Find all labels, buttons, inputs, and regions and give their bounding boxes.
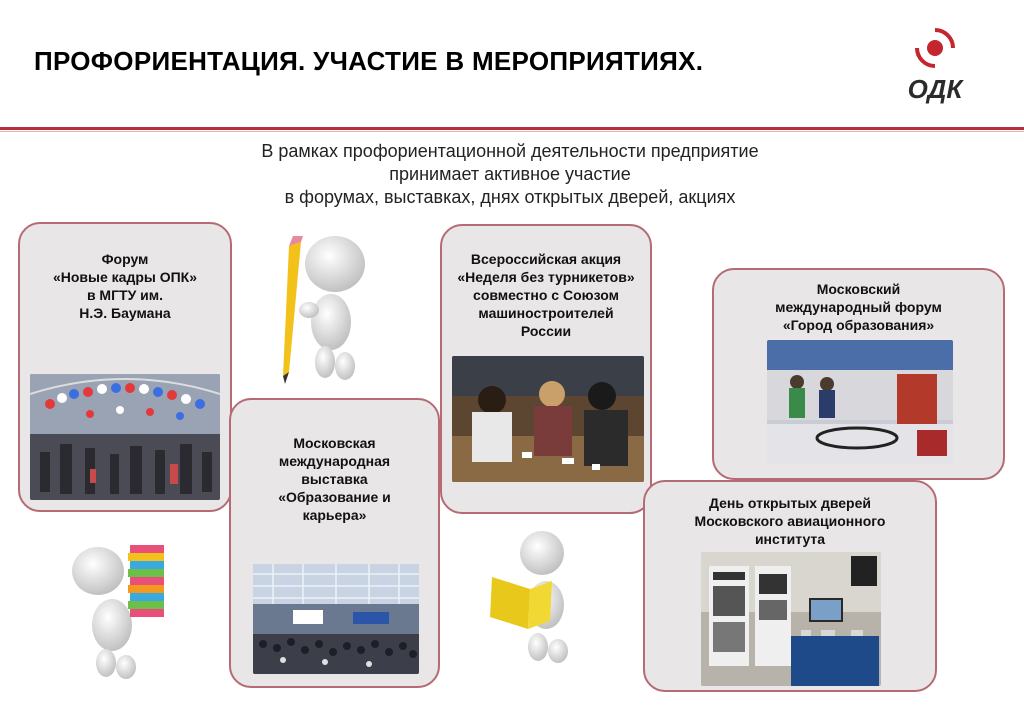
figure-with-pencil (265, 226, 375, 386)
card-mai-open-day (643, 480, 937, 692)
intro-line: в форумах, выставках, днях открытых дверей, акциях (284, 187, 736, 207)
card-title (231, 434, 438, 524)
card-title-line: России (520, 323, 572, 339)
title-divider (0, 127, 1024, 130)
card-title-line: Форум (101, 251, 149, 267)
odk-emblem-icon (880, 24, 990, 76)
title-divider-thin (0, 131, 1024, 132)
intro-line: В рамках профориентационной деятельности предприятие (261, 141, 759, 161)
card-title-line: Московского авиационного (694, 513, 886, 529)
odk-logo (880, 24, 990, 108)
card-title-line: «Город образования» (782, 317, 935, 333)
card-title-line: в МГТУ им. (86, 287, 164, 303)
card-title (645, 494, 935, 548)
card-title-line: карьера» (302, 507, 367, 523)
card-title-line: института (754, 531, 826, 547)
figure-reading-book (490, 525, 590, 665)
robotics-photo (767, 340, 953, 464)
card-title-line: машиностроителей (478, 305, 614, 321)
figure-with-books (66, 535, 176, 680)
card-education-career-exhibition (229, 398, 440, 688)
open-day-photo (701, 552, 881, 686)
card-title-line: Московский (816, 281, 901, 297)
card-title-line: «Новые кадры ОПК» (52, 269, 198, 285)
students-photo (452, 356, 644, 482)
card-title-line: «Неделя без турникетов» (457, 269, 635, 285)
card-title-line: международный форум (775, 299, 942, 315)
intro-line: принимает активное участие (389, 164, 631, 184)
card-education-city-forum (712, 268, 1005, 480)
card-title (714, 280, 1003, 334)
card-title-line: Н.Э. Баумана (79, 305, 171, 321)
page-title: ПРОФОРИЕНТАЦИЯ. УЧАСТИЕ В МЕРОПРИЯТИЯХ. (34, 46, 704, 76)
logo-text: ОДК (907, 74, 963, 104)
card-title-line: выставка (301, 471, 368, 487)
intro-text (120, 140, 900, 209)
card-title-line: День открытых дверей (709, 495, 871, 511)
card-title (20, 250, 230, 322)
forum-photo (30, 374, 220, 500)
exhibition-photo (253, 564, 419, 674)
card-title-line: «Образование и (278, 489, 391, 505)
card-title-line: совместно с Союзом (473, 287, 619, 303)
card-title-line: Всероссийская акция (470, 251, 622, 267)
card-title-line: Московская (293, 435, 376, 451)
card-title-line: международная (278, 453, 391, 469)
card-title (442, 250, 650, 340)
card-week-without-turnstiles (440, 224, 652, 514)
card-forum-novye-kadry (18, 222, 232, 512)
